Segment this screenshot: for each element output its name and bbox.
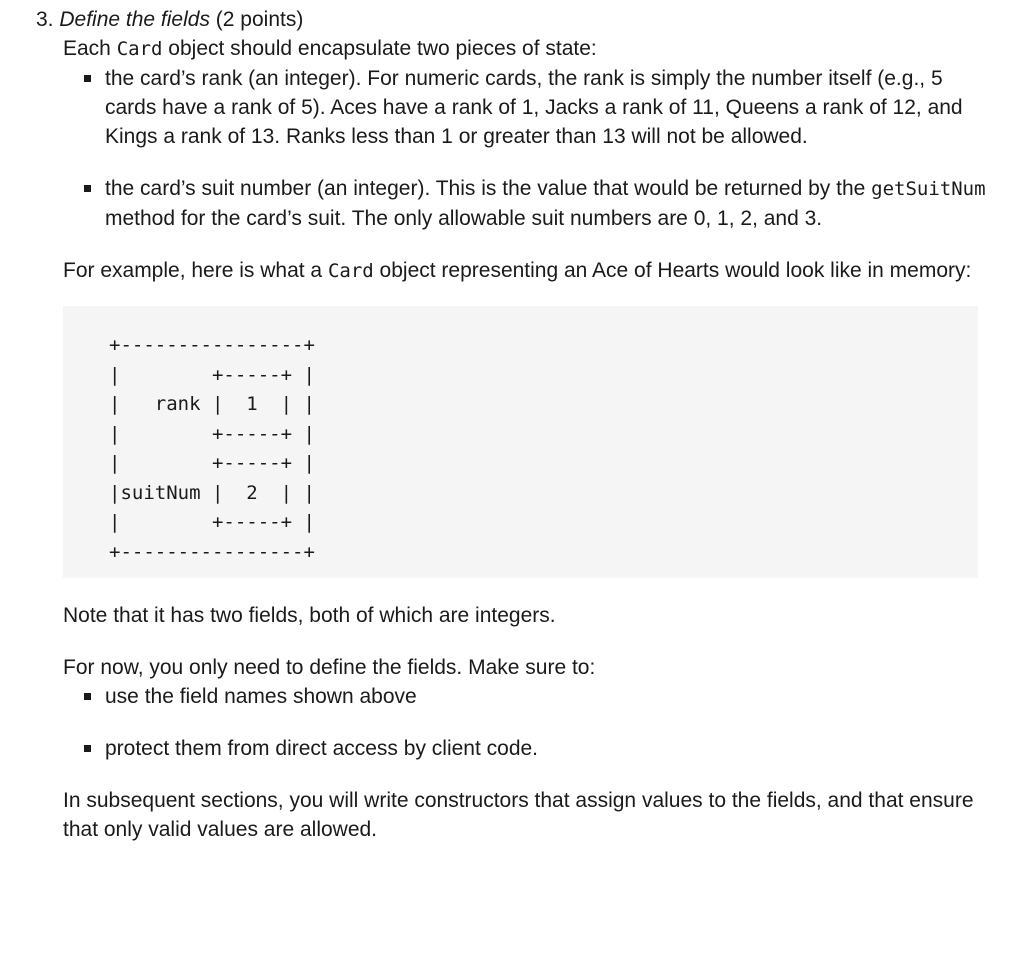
square-bullet-icon [84,693,91,700]
intro-paragraph: Each Card object should encapsulate two pieces of state: [63,37,597,60]
diagram-line: +----------------+ [109,540,315,563]
example-paragraph: For example, here is what a Card object representing an Ace of Hearts would look like in memory: [63,259,972,282]
square-bullet-icon [84,185,91,192]
section-body [63,34,993,844]
section-title: Define the fields [59,8,210,31]
diagram-line: | +-----+ | [109,511,315,533]
list-item-suit: the card’s suit number (an integer). This is the value that would be returned by the getSuitNum method for the card’s suit. The only allowable suit numbers are 0, 1, 2, and 3. [63,174,993,233]
closing-paragraph: In subsequent sections, you will write constructors that assign values to the fields, and that ensure that only valid values are allowed. [63,789,974,841]
section-heading [36,5,303,34]
card-class-code: Card [116,38,163,60]
memory-diagram [63,306,978,578]
diagram-line: |suitNum | 2 | | [109,481,315,504]
square-bullet-icon [84,745,91,752]
diagram-line: | +-----+ | [109,422,315,445]
diagram-line: | +-----+ | [109,452,315,474]
list-item-requirement: use the field names shown above [63,682,993,711]
square-bullet-icon [84,75,91,82]
state-list [63,64,993,233]
section-number: 3. [36,8,54,31]
getsuitnum-code: getSuitNum [871,178,986,200]
section-points: (2 points) [215,8,304,31]
note-paragraph: Note that it has two fields, both of which are integers. [63,604,556,627]
diagram-line: | +-----+ | [109,363,315,386]
list-item-rank: the card’s rank (an integer). For numeric cards, the rank is simply the number itself (e.g., 5 cards have a rank of 5). Aces have a rank of 1, Jacks a rank of 11, Queens a rank of 12, and Kings a rank of 13. Ranks less than 1 or greater than 13 will not be allowed. [63,64,993,151]
diagram-line: | rank | 1 | | [109,393,315,415]
instructions-paragraph: For now, you only need to define the fields. Make sure to: [63,656,596,679]
card-class-code: Card [327,260,374,282]
list-item-requirement: protect them from direct access by client code. [63,734,993,763]
diagram-line: +----------------+ [109,334,315,356]
requirements-list [63,682,993,763]
